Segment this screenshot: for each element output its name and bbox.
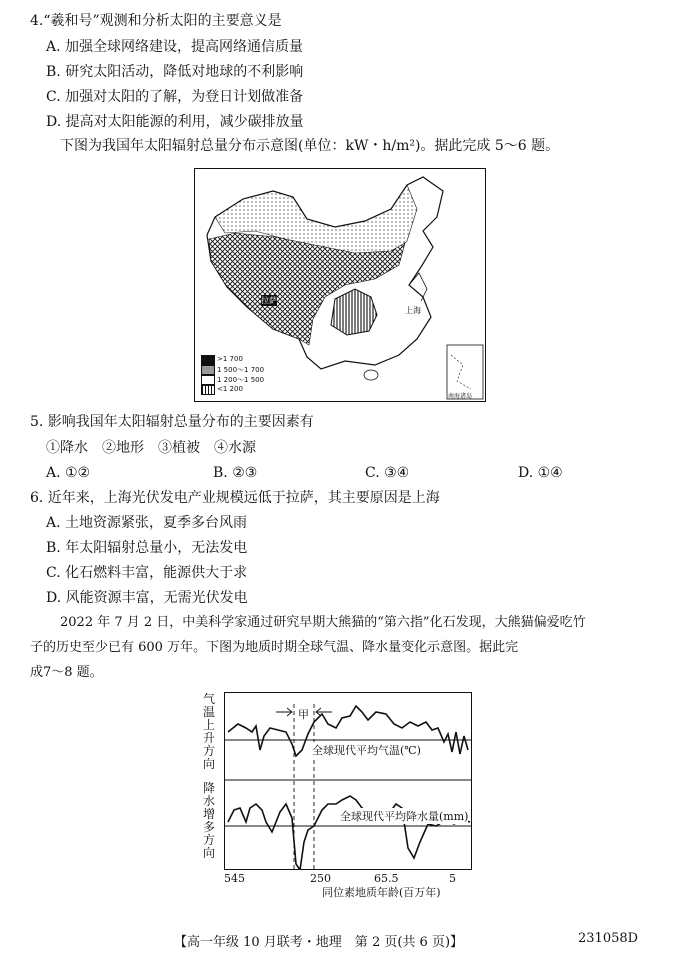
climate-chart xyxy=(224,692,472,870)
q6-option-c: C. 化石燃料丰富，能源供大于求 xyxy=(46,565,248,581)
lower-axis-label: 降水增多方向 xyxy=(202,781,215,860)
intro-7-8-line1: 2022 年 7 月 2 日，中美科学家通过研究早期大熊猫的“第六指”化石发现，大熊猫偏爱吃竹 xyxy=(60,615,586,630)
q6-option-d: D. 风能资源丰富，无需光伏发电 xyxy=(46,590,248,606)
q4-option-d: D. 提高对太阳能源的利用，减少碳排放量 xyxy=(46,114,304,130)
climate-chart-svg xyxy=(224,692,472,870)
footer-code: 231058D xyxy=(578,931,639,946)
temp-reference-label: 全球现代平均气温(℃) xyxy=(312,744,421,757)
legend-1200-1500: 1 200～1 500 xyxy=(217,376,265,384)
legend-swatch-1500-1700 xyxy=(201,365,215,375)
q4-option-a: A. 加强全球网络建设，提高网络通信质量 xyxy=(46,39,304,55)
upper-axis-label: 气温上升方向 xyxy=(202,692,215,771)
legend-under-1200: <1 200 xyxy=(217,385,243,393)
city-lhasa: 拉萨 xyxy=(261,296,277,305)
footer-page-info: 【高一年级 10 月联考・地理 第 2 页(共 6 页)】 xyxy=(174,935,464,950)
legend-swatch-1200-1500 xyxy=(201,375,215,385)
legend-swatch-under-1200 xyxy=(201,385,215,395)
solar-radiation-map xyxy=(194,168,486,402)
q6-stem: 6. 近年来，上海光伏发电产业规模远低于拉萨，其主要原因是上海 xyxy=(30,490,440,506)
q5-option-b: B. ②③ xyxy=(213,465,258,481)
legend-over-1700: >1 700 xyxy=(217,355,243,363)
x-tick-250: 250 xyxy=(310,872,331,885)
legend-1500-1700: 1 500～1 700 xyxy=(217,366,265,374)
q5-stem: 5. 影响我国年太阳辐射总量分布的主要因素有 xyxy=(30,414,314,430)
q5-option-d: D. ①④ xyxy=(518,465,563,481)
q6-option-b: B. 年太阳辐射总量小，无法发电 xyxy=(46,540,248,556)
hainan-island xyxy=(364,370,378,380)
legend-swatch-over-1700 xyxy=(201,355,215,365)
period-marker-label: 甲 xyxy=(298,708,309,721)
q4-option-b: B. 研究太阳活动，降低对地球的不利影响 xyxy=(46,64,304,80)
intro-7-8-line2: 子的历史至少已有 600 万年。下图为地质时期全球气温、降水量变化示意图。据此完 xyxy=(30,640,519,655)
q6-option-a: A. 土地资源紧张，夏季多台风雨 xyxy=(46,515,248,531)
intro-7-8-line3: 成7～8 题。 xyxy=(30,665,103,680)
x-tick-65-5: 65.5 xyxy=(374,872,399,885)
intro-5-6: 下图为我国年太阳辐射总量分布示意图(单位：kW・h/m²)。据此完成 5～6 题。 xyxy=(60,138,560,154)
precip-reference-label: 全球现代平均降水量(mm) xyxy=(340,810,469,823)
x-tick-5: 5 xyxy=(449,872,456,885)
city-shanghai: 上海 xyxy=(405,306,421,315)
q4-option-c: C. 加强对太阳的了解，为登日计划做准备 xyxy=(46,89,304,105)
q4-stem: 4.“羲和号”观测和分析太阳的主要意义是 xyxy=(30,13,282,29)
x-axis-label: 同位素地质年龄(百万年) xyxy=(322,886,441,899)
map-corner-label: 南海诸岛 xyxy=(448,393,473,400)
q5-factors: ①降水 ②地形 ③植被 ④水源 xyxy=(46,440,256,456)
q5-option-c: C. ③④ xyxy=(365,465,410,481)
q5-option-a: A. ①② xyxy=(46,465,91,481)
x-tick-545: 545 xyxy=(224,872,245,885)
